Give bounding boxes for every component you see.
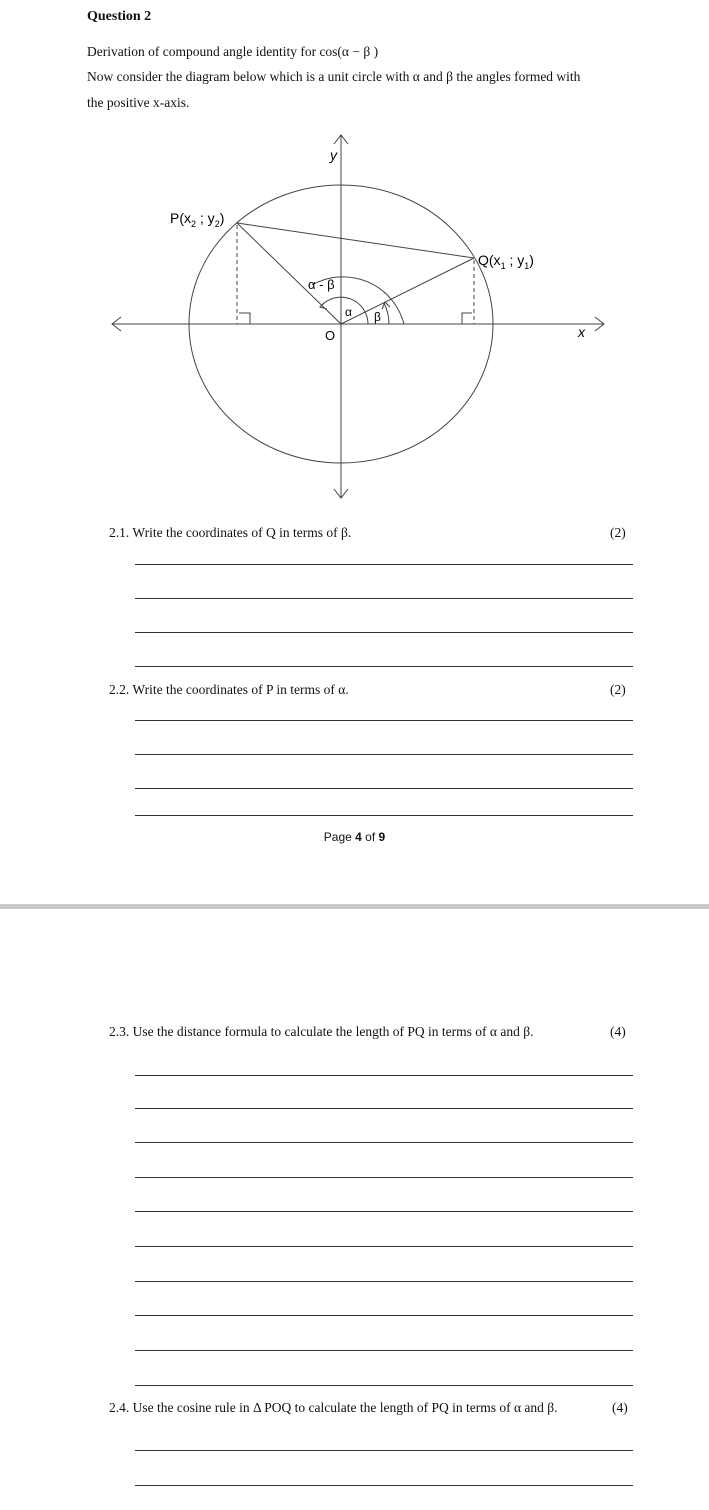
answer-line bbox=[135, 1485, 633, 1486]
q-right-angle bbox=[462, 313, 472, 324]
answer-line bbox=[135, 1281, 633, 1282]
question-2-4-marks: (4) bbox=[612, 1400, 628, 1415]
point-q-label: $Q(x_1$ ; $y_1$) bbox=[478, 252, 534, 271]
point-p-label: $P(x_2$ ; $y_2$) bbox=[170, 210, 225, 229]
beta-angle-label: β bbox=[374, 310, 381, 324]
question-2-1-marks: (2) bbox=[610, 525, 626, 540]
page-number: Page 4 of 9 bbox=[323, 830, 386, 844]
answer-line bbox=[135, 788, 633, 789]
answer-line bbox=[135, 1450, 633, 1451]
alpha-arrowhead bbox=[320, 303, 327, 309]
answer-line bbox=[135, 720, 633, 721]
page-separator bbox=[0, 904, 709, 909]
question-heading: Question 2 bbox=[87, 9, 152, 24]
question-2-3-marks: (4) bbox=[610, 1024, 626, 1039]
answer-line bbox=[135, 1108, 633, 1109]
x-axis-label: x bbox=[578, 324, 585, 340]
question-2-3: 2.3. Use the distance formula to calculate the length of PQ in terms of α and β. bbox=[109, 1024, 534, 1039]
p-right-angle bbox=[239, 313, 250, 324]
question-2-1: 2.1. Write the coordinates of Q in terms of β. bbox=[109, 525, 352, 540]
alpha-angle-label: α bbox=[345, 305, 352, 319]
angle-difference-label: α - β bbox=[308, 277, 335, 292]
answer-line bbox=[135, 632, 633, 633]
intro-line-1: Derivation of compound angle identity for cos(α − β ) bbox=[87, 44, 379, 59]
y-axis-label: y bbox=[330, 147, 337, 163]
answer-line bbox=[135, 1177, 633, 1178]
question-2-4: 2.4. Use the cosine rule in Δ POQ to calculate the length of PQ in terms of α and β. bbox=[109, 1400, 558, 1415]
answer-line bbox=[135, 1350, 633, 1351]
answer-line bbox=[135, 1211, 633, 1212]
answer-line bbox=[135, 815, 633, 816]
answer-line bbox=[135, 598, 633, 599]
answer-line bbox=[135, 666, 633, 667]
answer-line bbox=[135, 754, 633, 755]
answer-line bbox=[135, 1075, 633, 1076]
answer-line bbox=[135, 1315, 633, 1316]
answer-line bbox=[135, 1142, 633, 1143]
unit-circle-diagram bbox=[0, 120, 709, 510]
intro-line-3: the positive x-axis. bbox=[87, 95, 190, 110]
origin-label: O bbox=[325, 328, 336, 343]
intro-line-2: Now consider the diagram below which is a unit circle with α and β the angles formed with bbox=[87, 69, 581, 84]
beta-arc bbox=[384, 303, 389, 324]
answer-line bbox=[135, 564, 633, 565]
question-2-2-marks: (2) bbox=[610, 682, 626, 697]
answer-line bbox=[135, 1246, 633, 1247]
segment-oq bbox=[341, 258, 474, 324]
question-2-2: 2.2. Write the coordinates of P in terms of α. bbox=[109, 682, 349, 697]
answer-line bbox=[135, 1385, 633, 1386]
segment-pq bbox=[237, 223, 474, 258]
